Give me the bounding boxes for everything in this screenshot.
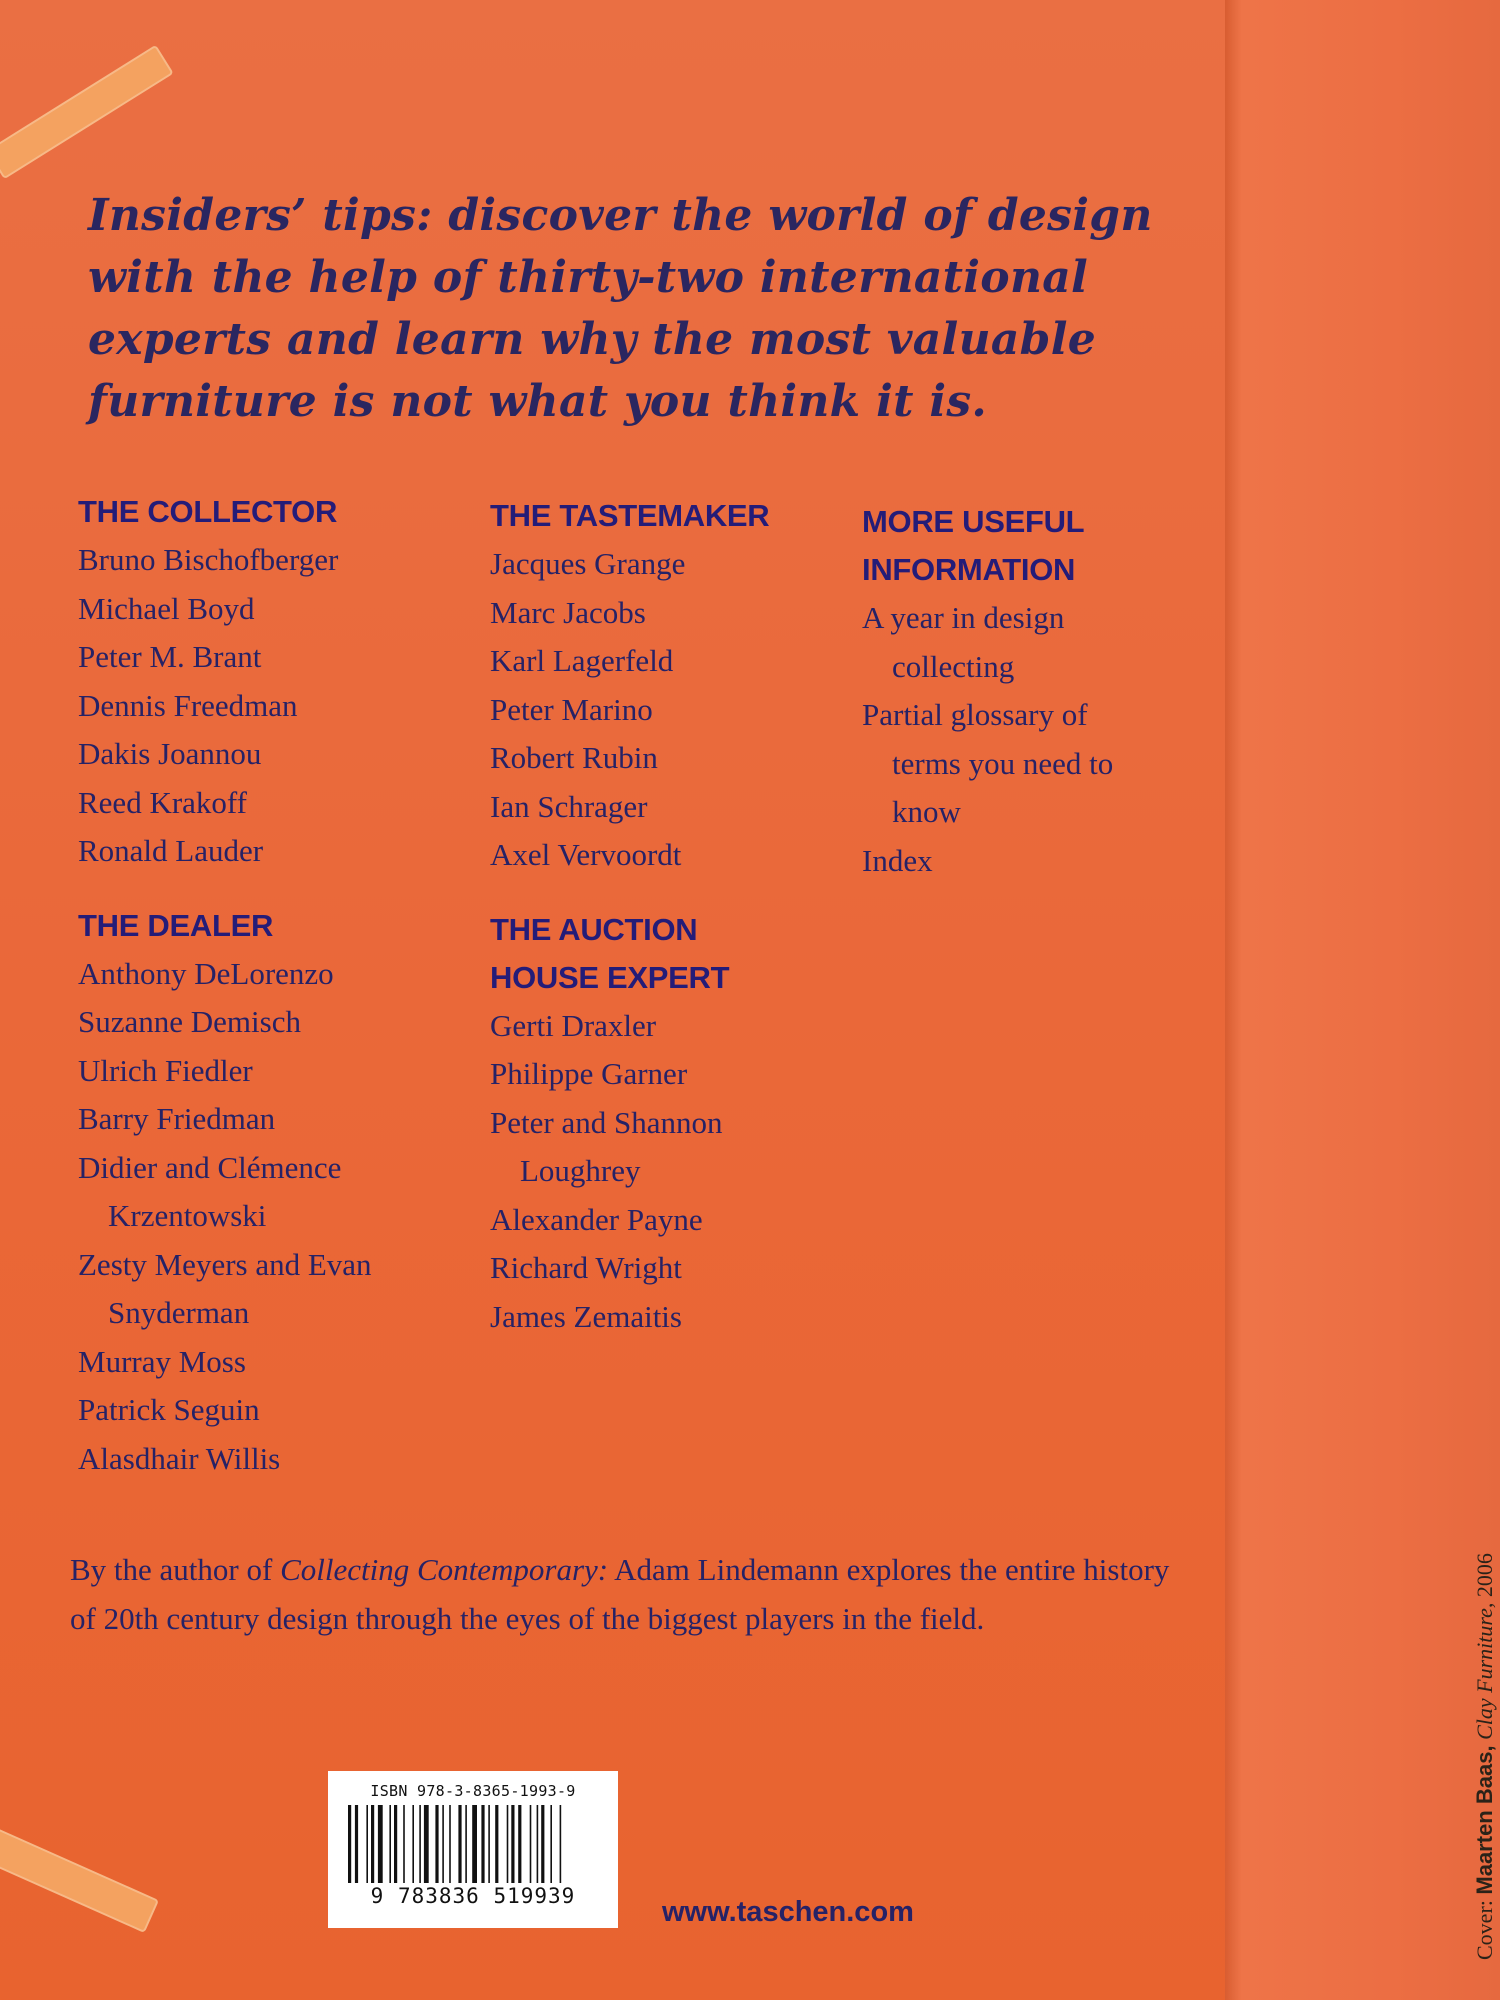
list-item: Peter Marino bbox=[490, 691, 653, 727]
list-item: Barry Friedman bbox=[78, 1101, 276, 1136]
isbn-label: ISBN 978-3-8365-1993-9 bbox=[370, 1782, 576, 1800]
book-spine-edge bbox=[1225, 0, 1500, 2000]
list-item: Patrick Seguin bbox=[78, 1392, 260, 1427]
list-item: Ronald Lauder bbox=[78, 833, 264, 868]
list-item: Richard Wright bbox=[490, 1250, 682, 1285]
heading-tastemaker: THE TASTEMAKER bbox=[490, 498, 770, 533]
list-item: Reed Krakoff bbox=[78, 784, 248, 820]
barcode-icon bbox=[346, 1805, 600, 1883]
list-item: Karl Lagerfeld bbox=[490, 643, 674, 678]
list-item: Marc Jacobs bbox=[490, 594, 646, 630]
list-item: Ulrich Fiedler bbox=[78, 1052, 253, 1088]
list-item: Peter and Shannon Loughrey bbox=[490, 1104, 723, 1188]
publisher-url: www.taschen.com bbox=[662, 1896, 914, 1928]
credit-year: 2006 bbox=[1472, 1553, 1497, 1603]
list-collector bbox=[78, 536, 438, 876]
list-item: Axel Vervoordt bbox=[490, 837, 682, 872]
section-auction-house-expert bbox=[490, 906, 830, 1342]
list-item: James Zemaitis bbox=[490, 1298, 682, 1334]
heading-auction-house-expert: THE AUCTION HOUSE EXPERT bbox=[490, 911, 730, 995]
list-item: Ian Schrager bbox=[490, 788, 648, 824]
column-left bbox=[78, 488, 438, 1483]
credit-artist: Maarten Baas, bbox=[1472, 1745, 1497, 1895]
credit-work: Clay Furniture, bbox=[1472, 1602, 1497, 1746]
blurb-suffix: Adam Lindemann explores the entire history of 20th century design through the eyes of the biggest players in the field. bbox=[70, 1552, 1170, 1636]
section-tastemaker bbox=[490, 492, 830, 880]
section-collector bbox=[78, 488, 438, 876]
list-item: Jacques Grange bbox=[490, 546, 686, 581]
cover-credit bbox=[1472, 1553, 1498, 1960]
list-item: Index bbox=[862, 842, 933, 878]
list-dealer bbox=[78, 950, 438, 1484]
heading-collector: THE COLLECTOR bbox=[78, 494, 338, 529]
list-item: A year in design collecting bbox=[862, 600, 1065, 684]
author-blurb bbox=[70, 1545, 1200, 1643]
tagline: Insiders’ tips: discover the world of design with the help of thirty-two international experts and learn why the most valuable furniture is not what you think it is. bbox=[88, 190, 1153, 427]
section-more-useful-information bbox=[862, 498, 1162, 885]
heading-dealer: THE DEALER bbox=[78, 907, 274, 943]
list-item: Alexander Payne bbox=[490, 1201, 703, 1237]
blurb-book-title: Collecting Contemporary: bbox=[280, 1552, 609, 1587]
list-item: Zesty Meyers and Evan Snyderman bbox=[78, 1246, 372, 1330]
list-item: Murray Moss bbox=[78, 1343, 246, 1379]
list-tastemaker bbox=[490, 540, 830, 880]
section-dealer bbox=[78, 902, 438, 1484]
list-item: Robert Rubin bbox=[490, 740, 658, 775]
list-item: Didier and Clémence Krzentowski bbox=[78, 1149, 342, 1233]
barcode-number: 9 783836 519939 bbox=[370, 1884, 576, 1908]
credit-prefix: Cover: bbox=[1472, 1894, 1497, 1960]
heading-more-useful-information: MORE USEFUL INFORMATION bbox=[862, 504, 1084, 587]
list-item: Anthony DeLorenzo bbox=[78, 955, 334, 991]
blurb-prefix: By the author of bbox=[70, 1552, 281, 1587]
list-item: Partial glossary of terms you need to know bbox=[862, 697, 1114, 829]
list-item: Alasdhair Willis bbox=[78, 1440, 281, 1476]
list-item: Bruno Bischofberger bbox=[78, 542, 339, 577]
list-item: Michael Boyd bbox=[78, 590, 255, 626]
list-auction-house-expert bbox=[490, 1002, 830, 1342]
list-item: Dakis Joannou bbox=[78, 736, 262, 771]
list-more-useful-information bbox=[862, 594, 1162, 885]
list-item: Gerti Draxler bbox=[490, 1007, 657, 1043]
list-item: Dennis Freedman bbox=[78, 687, 298, 723]
list-item: Philippe Garner bbox=[490, 1056, 688, 1091]
list-item: Suzanne Demisch bbox=[78, 1004, 301, 1039]
column-middle bbox=[490, 492, 830, 1341]
isbn-barcode bbox=[328, 1771, 618, 1928]
column-right bbox=[862, 498, 1162, 885]
list-item: Peter M. Brant bbox=[78, 639, 262, 674]
